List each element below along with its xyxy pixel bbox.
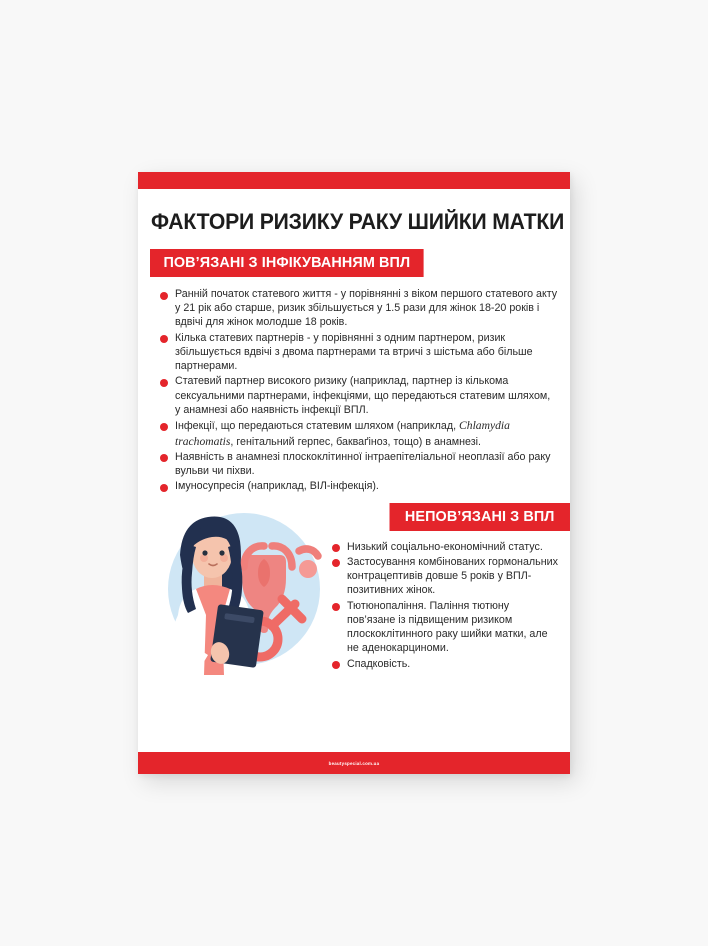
footer-bar — [138, 752, 570, 774]
list-item: Кілька статевих партнерів - у порівнянні з одним партнером, ризик збільшується вдвічі з двома партнерами та втричі з шістьма або більше партнерами. — [160, 331, 558, 374]
section-header-hpv: ПОВ’ЯЗАНІ З ІНФІКУВАННЯМ ВПЛ — [150, 249, 424, 277]
list-item-sti — [160, 418, 558, 449]
top-accent-bar — [138, 172, 570, 189]
sti-prefix: Інфекції, що передаються статевим шляхом (наприклад, — [175, 420, 457, 433]
sti-suffix: , генітальний герпес, бакваґіноз, тощо) в анамнезі. — [230, 435, 481, 448]
list-item: Статевий партнер високого ризику (наприклад, партнер із кількома сексуальними партнерами, інфекціями, що передаються статевим шляхом, у анамнезі або наявність інфекції ВПЛ. — [160, 374, 558, 417]
infographic-poster — [138, 172, 570, 774]
list-item: Ранній початок статевого життя - у порівнянні з віком першого статевого акту у 21 рік або старше, ризик збільшується у 1.5 рази для жінок 18-20 років і вдвічі для жінок молодше 18 років. — [160, 287, 558, 330]
illustration-container — [138, 497, 324, 752]
footer-url: beautyspecial.com.ua — [328, 760, 380, 766]
female-doctor-uterus-illustration — [152, 503, 324, 679]
non-hpv-column — [324, 497, 570, 672]
list-item: Спадковість. — [332, 657, 560, 671]
section-header-row-non-hpv — [324, 503, 570, 531]
list-item: Застосування комбінованих гормональних контрацептивів довше 5 років у ВПЛ-позитивних жінок. — [332, 555, 560, 598]
section-header-row-hpv — [138, 249, 570, 277]
page-title: ФАКТОРИ РИЗИКУ РАКУ ШИЙКИ МАТКИ — [150, 209, 565, 234]
list-item: Імуносупресія (наприклад, ВІЛ-інфекція). — [160, 479, 558, 493]
list-item: Тютюнопаління. Паління тютюну пов’язане із підвищеним ризиком плоскоклітинного раку шийки матки, але не аденокарциноми. — [332, 599, 560, 656]
list-item: Наявність в анамнезі плоскоклітинної інтраепітеліальної неоплазії або раку вульви чи піхви. — [160, 450, 558, 478]
section-header-non-hpv: НЕПОВ’ЯЗАНІ З ВПЛ — [390, 503, 570, 531]
list-item: Низький соціально-економічний статус. — [332, 540, 560, 554]
hpv-related-risk-list — [138, 287, 570, 495]
non-hpv-risk-list — [324, 540, 566, 671]
lower-composite-area — [138, 495, 570, 752]
scientific-name: Chlamydia trachomatis — [175, 419, 510, 448]
